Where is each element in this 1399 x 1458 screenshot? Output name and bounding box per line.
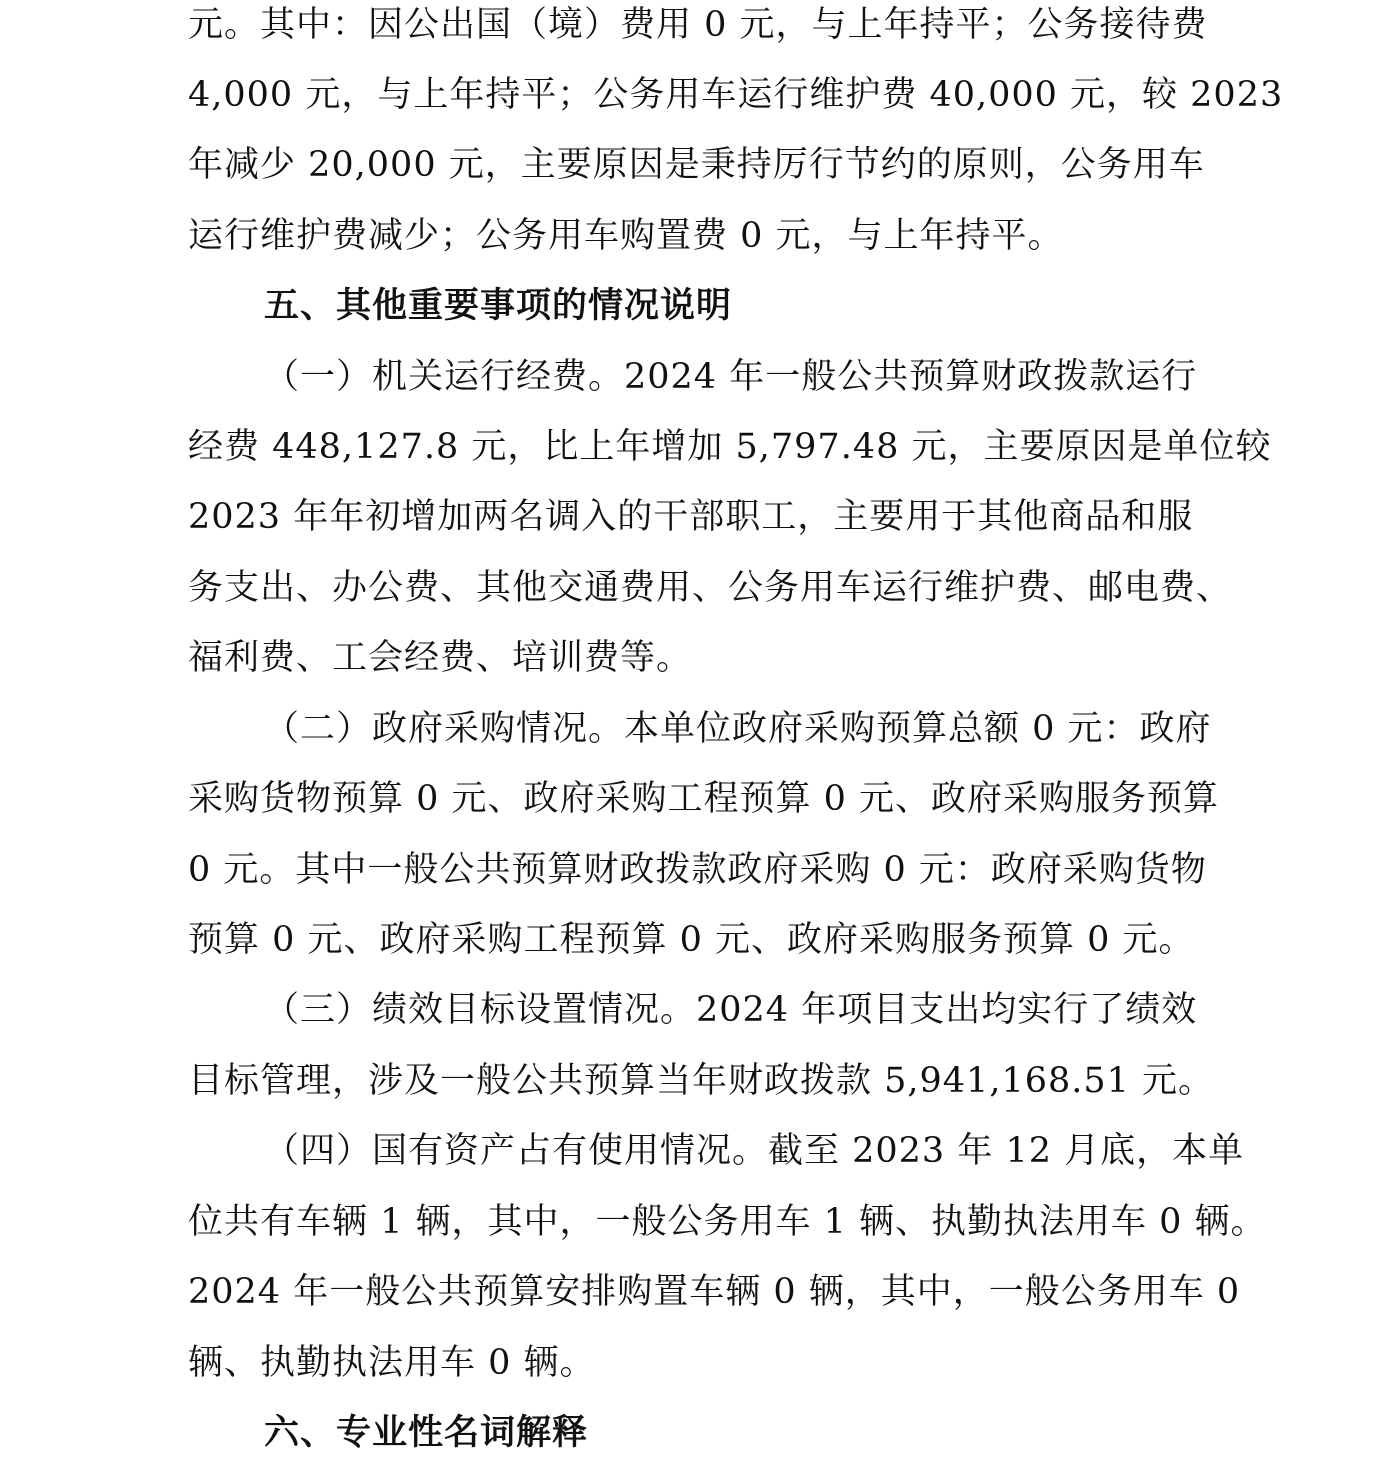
section-heading: 五、其他重要事项的情况说明 [264, 286, 733, 326]
text-line: 务支出、办公费、其他交通费用、公务用车运行维护费、邮电费、 [188, 568, 1233, 608]
text-line: 预算 0 元、政府采购工程预算 0 元、政府采购服务预算 0 元。 [188, 920, 1195, 960]
text-line: 位共有车辆 1 辆，其中，一般公务用车 1 辆、执勤执法用车 0 辆。 [188, 1202, 1267, 1242]
paragraph-start: （四）国有资产占有使用情况。截至 2023 年 12 月底，本单 [264, 1131, 1245, 1171]
text-line: 元。其中：因公出国（境）费用 0 元，与上年持平；公务接待费 [188, 5, 1208, 45]
paragraph-start: （一）机关运行经费。2024 年一般公共预算财政拨款运行 [264, 357, 1198, 397]
text-line: 年减少 20,000 元，主要原因是秉持厉行节约的原则，公务用车 [188, 145, 1205, 185]
text-line: 目标管理，涉及一般公共预算当年财政拨款 5,941,168.51 元。 [188, 1061, 1215, 1101]
text-line: 4,000 元，与上年持平；公务用车运行维护费 40,000 元，较 2023 [188, 75, 1284, 115]
text-line: 福利费、工会经费、培训费等。 [188, 638, 693, 678]
text-line: 2023 年年初增加两名调入的干部职工，主要用于其他商品和服 [188, 497, 1194, 537]
paragraph-start: （二）政府采购情况。本单位政府采购预算总额 0 元：政府 [264, 709, 1212, 749]
text-line: 辆、执勤执法用车 0 辆。 [188, 1343, 596, 1383]
text-line: 经费 448,127.8 元，比上年增加 5,797.48 元，主要原因是单位较 [188, 427, 1272, 467]
text-line: 运行维护费减少；公务用车购置费 0 元，与上年持平。 [188, 216, 1064, 256]
paragraph-start: （三）绩效目标设置情况。2024 年项目支出均实行了绩效 [264, 990, 1198, 1030]
section-heading: 六、专业性名词解释 [264, 1413, 589, 1453]
text-line: 采购货物预算 0 元、政府采购工程预算 0 元、政府采购服务预算 [188, 779, 1220, 819]
text-line: 0 元。其中一般公共预算财政拨款政府采购 0 元：政府采购货物 [188, 850, 1207, 890]
text-line: 2024 年一般公共预算安排购置车辆 0 辆，其中，一般公务用车 0 [188, 1272, 1241, 1312]
